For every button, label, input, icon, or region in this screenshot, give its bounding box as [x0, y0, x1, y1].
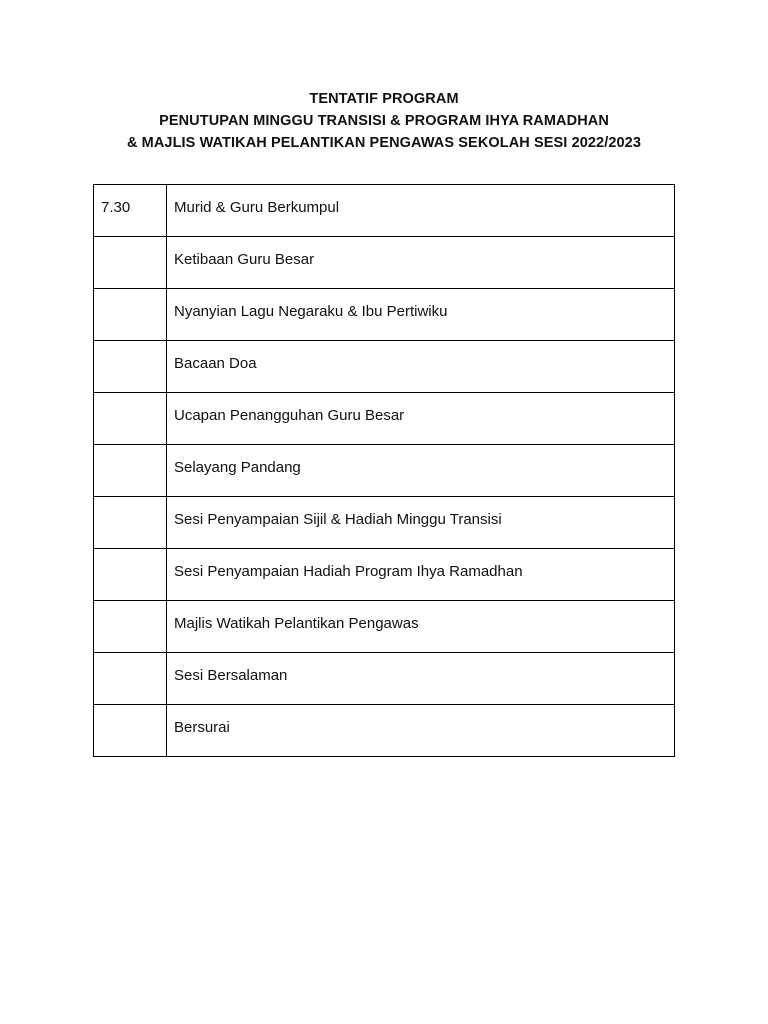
table-row [94, 289, 675, 341]
activity-text: Bacaan Doa [174, 355, 257, 372]
time-text [101, 289, 166, 303]
time-cell [94, 705, 167, 757]
time-text [101, 549, 166, 563]
activity-cell [167, 185, 675, 237]
time-text [101, 601, 166, 615]
table-row [94, 601, 675, 653]
activity-cell [167, 237, 675, 289]
table-row [94, 445, 675, 497]
time-text [101, 237, 166, 251]
time-text [101, 653, 166, 667]
activity-text: Nyanyian Lagu Negaraku & Ibu Pertiwiku [174, 303, 448, 320]
table-row [94, 497, 675, 549]
activity-text: Majlis Watikah Pelantikan Pengawas [174, 615, 419, 632]
heading-line-1: TENTATIF PROGRAM [309, 91, 459, 107]
table-row [94, 549, 675, 601]
time-cell [94, 445, 167, 497]
time-cell [94, 185, 167, 237]
time-cell [94, 497, 167, 549]
activity-cell [167, 497, 675, 549]
time-text [101, 445, 166, 459]
activity-text: Sesi Penyampaian Sijil & Hadiah Minggu Transisi [174, 511, 502, 528]
activity-cell [167, 601, 675, 653]
table-row [94, 237, 675, 289]
heading-line-3: & MAJLIS WATIKAH PELANTIKAN PENGAWAS SEKOLAH SESI 2022/2023 [126, 135, 642, 151]
time-text [101, 497, 166, 511]
time-text [101, 705, 166, 719]
table-row [94, 341, 675, 393]
time-text [101, 393, 166, 407]
time-cell [94, 393, 167, 445]
heading-line-2: PENUTUPAN MINGGU TRANSISI & PROGRAM IHYA RAMADHAN [159, 113, 609, 129]
activity-text: Sesi Bersalaman [174, 667, 288, 684]
activity-cell [167, 653, 675, 705]
document-heading [0, 88, 768, 154]
activity-text: Selayang Pandang [174, 459, 301, 476]
time-cell [94, 341, 167, 393]
time-cell [94, 601, 167, 653]
table-row [94, 653, 675, 705]
activity-cell [167, 549, 675, 601]
activity-cell [167, 341, 675, 393]
activity-cell [167, 705, 675, 757]
activity-cell [167, 393, 675, 445]
table-row [94, 705, 675, 757]
time-cell [94, 289, 167, 341]
table-row [94, 185, 675, 237]
time-text: 7.30 [101, 199, 131, 216]
time-cell [94, 237, 167, 289]
activity-cell [167, 289, 675, 341]
time-text [101, 341, 166, 355]
time-cell [94, 653, 167, 705]
schedule-table [93, 184, 675, 757]
table-row [94, 393, 675, 445]
activity-text: Ketibaan Guru Besar [174, 251, 315, 268]
time-cell [94, 549, 167, 601]
activity-cell [167, 445, 675, 497]
activity-text: Sesi Penyampaian Hadiah Program Ihya Ramadhan [174, 563, 523, 580]
activity-text: Ucapan Penangguhan Guru Besar [174, 407, 405, 424]
activity-text: Murid & Guru Berkumpul [174, 199, 340, 216]
activity-text: Bersurai [174, 719, 230, 736]
